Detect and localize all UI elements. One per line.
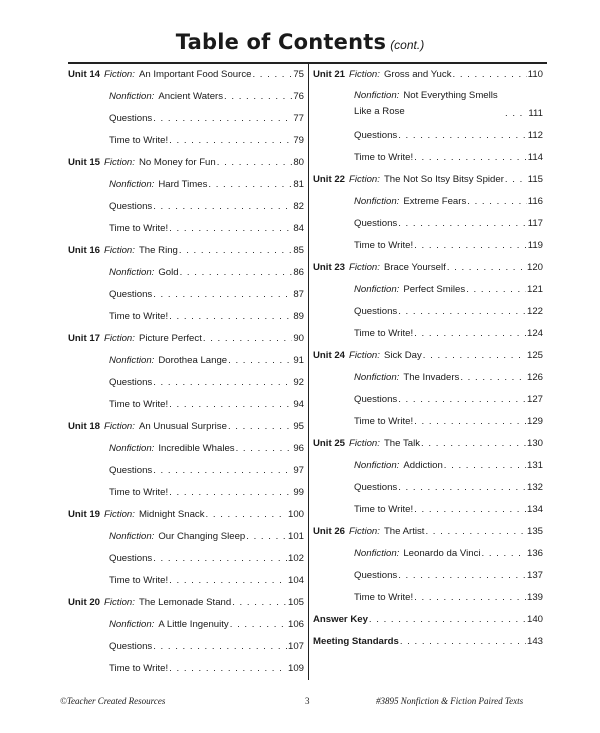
toc-unit-entry bbox=[313, 438, 543, 450]
dot-leader bbox=[228, 421, 292, 433]
dot-leader bbox=[398, 218, 527, 230]
page-number: 97 bbox=[293, 465, 304, 476]
unit-number: Unit 23 bbox=[313, 262, 345, 273]
entry-title: An Important Food Source bbox=[138, 69, 252, 80]
toc-unit-entry bbox=[313, 526, 543, 538]
entry-title: A Little Ingenuity bbox=[158, 619, 229, 630]
entry-title: Time to Write! bbox=[109, 575, 169, 586]
entry-title: Time to Write! bbox=[354, 240, 414, 251]
page-number: 119 bbox=[527, 240, 543, 251]
toc-sub-entry bbox=[68, 377, 304, 389]
dot-leader bbox=[236, 443, 293, 455]
genre-label: Nonfiction: bbox=[354, 372, 400, 383]
page-number: 136 bbox=[526, 548, 543, 559]
entry-title: Time to Write! bbox=[354, 592, 414, 603]
page-number: 84 bbox=[293, 223, 304, 234]
entry-title: Incredible Whales bbox=[158, 443, 235, 454]
toc-sub-entry bbox=[313, 394, 543, 406]
toc-sub-entry bbox=[313, 130, 543, 142]
dot-leader bbox=[505, 108, 527, 120]
dot-leader bbox=[453, 69, 527, 81]
dot-leader bbox=[369, 614, 526, 626]
toc-sub-entry bbox=[68, 465, 304, 477]
page-number: 81 bbox=[293, 179, 304, 190]
entry-title: Time to Write! bbox=[109, 487, 169, 498]
footer-publisher: ©Teacher Created Resources bbox=[60, 696, 166, 706]
unit-number: Unit 18 bbox=[68, 421, 100, 432]
entry-title: Questions bbox=[354, 218, 398, 229]
toc-sub-entry bbox=[313, 416, 543, 428]
genre-label: Fiction: bbox=[349, 526, 380, 537]
dot-leader bbox=[423, 350, 526, 362]
toc-sub-entry bbox=[68, 663, 304, 675]
entry-title: The Invaders bbox=[403, 372, 460, 383]
page-number: 124 bbox=[526, 328, 543, 339]
toc-column-left bbox=[68, 64, 304, 675]
page-number: 106 bbox=[287, 619, 304, 630]
entry-title: Questions bbox=[109, 113, 153, 124]
dot-leader bbox=[153, 641, 287, 653]
entry-title: Time to Write! bbox=[109, 399, 169, 410]
entry-title: Questions bbox=[354, 570, 398, 581]
entry-title: Sick Day bbox=[383, 350, 422, 361]
dot-leader bbox=[206, 509, 287, 521]
toc-unit-entry bbox=[68, 597, 304, 609]
dot-leader bbox=[466, 284, 526, 296]
page-number: 140 bbox=[526, 614, 543, 625]
toc-sub-entry bbox=[313, 570, 543, 582]
entry-title: Time to Write! bbox=[109, 223, 169, 234]
entry-title: Questions bbox=[354, 394, 398, 405]
dot-leader bbox=[169, 487, 292, 499]
page-title bbox=[0, 30, 600, 54]
genre-label: Nonfiction: bbox=[109, 443, 155, 454]
dot-leader bbox=[153, 113, 292, 125]
toc-unit-entry bbox=[313, 350, 543, 362]
genre-label: Fiction: bbox=[104, 421, 135, 432]
page-number: 77 bbox=[293, 113, 304, 124]
dot-leader bbox=[400, 636, 526, 648]
toc-sub-entry bbox=[313, 372, 543, 384]
unit-number: Unit 21 bbox=[313, 69, 345, 80]
toc-sub-entry bbox=[313, 196, 543, 208]
toc-section-entry bbox=[313, 636, 543, 648]
page-number: 75 bbox=[293, 69, 304, 80]
toc-sub-entry bbox=[313, 592, 543, 604]
entry-title: Questions bbox=[354, 482, 398, 493]
dot-leader bbox=[169, 135, 292, 147]
page-number: 76 bbox=[293, 91, 304, 102]
dot-leader bbox=[414, 592, 526, 604]
toc-sub-entry bbox=[68, 267, 304, 279]
genre-label: Fiction: bbox=[349, 69, 380, 80]
genre-label: Nonfiction: bbox=[109, 619, 155, 630]
page-number: 127 bbox=[526, 394, 543, 405]
entry-title: Questions bbox=[354, 306, 398, 317]
dot-leader bbox=[421, 438, 526, 450]
toc-sub-entry bbox=[68, 223, 304, 235]
unit-number: Unit 17 bbox=[68, 333, 100, 344]
entry-title: Questions bbox=[109, 289, 153, 300]
dot-leader bbox=[398, 130, 527, 142]
toc-sub-entry bbox=[68, 135, 304, 147]
dot-leader bbox=[414, 416, 526, 428]
page-number: 116 bbox=[527, 196, 543, 207]
genre-label: Fiction: bbox=[349, 438, 380, 449]
genre-label: Nonfiction: bbox=[109, 531, 155, 542]
genre-label: Nonfiction: bbox=[109, 179, 155, 190]
page-number: 92 bbox=[293, 377, 304, 388]
entry-title: An Unusual Surprise bbox=[138, 421, 227, 432]
toc-unit-entry bbox=[68, 333, 304, 345]
title-text: Table of Contents bbox=[175, 30, 387, 54]
dot-leader bbox=[153, 377, 292, 389]
dot-leader bbox=[398, 570, 526, 582]
toc-sub-entry bbox=[68, 355, 304, 367]
toc-section-entry bbox=[313, 614, 543, 626]
footer-product: #3895 Nonfiction & Fiction Paired Texts bbox=[376, 696, 524, 706]
entry-title: Gross and Yuck bbox=[383, 69, 452, 80]
dot-leader bbox=[505, 174, 527, 186]
page-number: 129 bbox=[526, 416, 543, 427]
page-number: 125 bbox=[526, 350, 543, 361]
entry-title: Answer Key bbox=[313, 614, 368, 625]
unit-number: Unit 20 bbox=[68, 597, 100, 608]
page-number: 91 bbox=[293, 355, 304, 366]
dot-leader bbox=[246, 531, 287, 543]
toc-unit-entry bbox=[68, 245, 304, 257]
toc-sub-entry bbox=[313, 218, 543, 230]
entry-title: Time to Write! bbox=[109, 311, 169, 322]
entry-title: The Lemonade Stand bbox=[138, 597, 232, 608]
page-number: 86 bbox=[293, 267, 304, 278]
page-number: 100 bbox=[287, 509, 304, 520]
page-number: 85 bbox=[293, 245, 304, 256]
page-number: 105 bbox=[287, 597, 304, 608]
page-number: 139 bbox=[526, 592, 543, 603]
dot-leader bbox=[414, 240, 527, 252]
toc-sub-entry bbox=[68, 487, 304, 499]
page-number: 95 bbox=[293, 421, 304, 432]
entry-title: Not Everything Smells Like a Rose bbox=[354, 90, 498, 117]
dot-leader bbox=[467, 196, 526, 208]
toc-unit-entry bbox=[68, 157, 304, 169]
toc-sub-entry bbox=[313, 306, 543, 318]
entry-title: Questions bbox=[109, 553, 153, 564]
entry-title: Picture Perfect bbox=[138, 333, 202, 344]
genre-label: Nonfiction: bbox=[354, 196, 400, 207]
toc-sub-entry bbox=[68, 553, 304, 565]
entry-title: Questions bbox=[109, 465, 153, 476]
page-number: 114 bbox=[527, 152, 543, 163]
entry-title: No Money for Fun bbox=[138, 157, 216, 168]
genre-label: Fiction: bbox=[349, 262, 380, 273]
genre-label: Fiction: bbox=[349, 174, 380, 185]
entry-title: Time to Write! bbox=[354, 504, 414, 515]
page-number: 94 bbox=[293, 399, 304, 410]
dot-leader bbox=[179, 245, 292, 257]
genre-label: Nonfiction: bbox=[354, 548, 400, 559]
dot-leader bbox=[208, 179, 292, 191]
genre-label: Fiction: bbox=[104, 333, 135, 344]
entry-title: Our Changing Sleep bbox=[158, 531, 246, 542]
page-footer bbox=[0, 696, 600, 708]
page-number: 87 bbox=[293, 289, 304, 300]
entry-title: Dorothea Lange bbox=[158, 355, 228, 366]
page-number: 135 bbox=[526, 526, 543, 537]
entry-title: Midnight Snack bbox=[138, 509, 205, 520]
toc-sub-entry bbox=[68, 289, 304, 301]
dot-leader bbox=[414, 504, 526, 516]
unit-number: Unit 15 bbox=[68, 157, 100, 168]
toc-sub-entry bbox=[68, 641, 304, 653]
toc-unit-entry bbox=[313, 262, 543, 274]
page-number: 117 bbox=[527, 218, 543, 229]
dot-leader bbox=[398, 394, 526, 406]
entry-title: The Not So Itsy Bitsy Spider bbox=[383, 174, 504, 185]
dot-leader bbox=[414, 152, 527, 164]
dot-leader bbox=[398, 482, 526, 494]
dot-leader bbox=[153, 553, 287, 565]
genre-label: Nonfiction: bbox=[109, 91, 155, 102]
page-number: 79 bbox=[293, 135, 304, 146]
genre-label: Fiction: bbox=[104, 245, 135, 256]
unit-number: Unit 19 bbox=[68, 509, 100, 520]
dot-leader bbox=[444, 460, 526, 472]
toc-sub-entry bbox=[313, 504, 543, 516]
genre-label: Fiction: bbox=[104, 157, 135, 168]
toc-unit-entry bbox=[313, 69, 543, 81]
dot-leader bbox=[169, 223, 292, 235]
entry-title: Perfect Smiles bbox=[403, 284, 466, 295]
dot-leader bbox=[169, 663, 287, 675]
page-number: 104 bbox=[287, 575, 304, 586]
page-number: 130 bbox=[526, 438, 543, 449]
entry-title: The Ring bbox=[138, 245, 178, 256]
unit-number: Unit 26 bbox=[313, 526, 345, 537]
unit-number: Unit 22 bbox=[313, 174, 345, 185]
genre-label: Nonfiction: bbox=[109, 267, 155, 278]
page-number: 90 bbox=[293, 333, 304, 344]
toc-sub-entry bbox=[313, 88, 543, 120]
entry-title: Hard Times bbox=[158, 179, 208, 190]
dot-leader bbox=[203, 333, 292, 345]
page-number: 111 bbox=[528, 108, 543, 119]
toc-sub-entry bbox=[313, 240, 543, 252]
toc-sub-entry bbox=[313, 548, 543, 560]
page-number: 115 bbox=[527, 174, 543, 185]
genre-label: Fiction: bbox=[349, 350, 380, 361]
entry-label-block bbox=[354, 88, 504, 120]
entry-title: Time to Write! bbox=[109, 135, 169, 146]
toc-unit-entry bbox=[68, 69, 304, 81]
toc-sub-entry bbox=[68, 399, 304, 411]
page-number: 143 bbox=[526, 636, 543, 647]
page-number: 122 bbox=[526, 306, 543, 317]
genre-label: Nonfiction: bbox=[354, 460, 400, 471]
footer-page-number: 3 bbox=[305, 696, 310, 706]
page-number: 96 bbox=[293, 443, 304, 454]
genre-label: Nonfiction: bbox=[109, 355, 155, 366]
toc-sub-entry bbox=[68, 113, 304, 125]
toc-sub-entry bbox=[68, 619, 304, 631]
toc-sub-entry bbox=[313, 328, 543, 340]
entry-title: Time to Write! bbox=[354, 328, 414, 339]
dot-leader bbox=[228, 355, 292, 367]
page-number: 126 bbox=[526, 372, 543, 383]
toc-unit-entry bbox=[313, 174, 543, 186]
genre-label: Nonfiction: bbox=[354, 90, 400, 101]
page-number: 121 bbox=[526, 284, 543, 295]
genre-label: Fiction: bbox=[104, 597, 135, 608]
dot-leader bbox=[153, 201, 292, 213]
dot-leader bbox=[398, 306, 526, 318]
entry-title: Questions bbox=[109, 201, 153, 212]
entry-title: Ancient Waters bbox=[158, 91, 224, 102]
toc-sub-entry bbox=[313, 460, 543, 472]
dot-leader bbox=[460, 372, 526, 384]
page-number: 131 bbox=[526, 460, 543, 471]
dot-leader bbox=[169, 399, 292, 411]
dot-leader bbox=[169, 575, 287, 587]
entry-title: The Talk bbox=[383, 438, 421, 449]
dot-leader bbox=[217, 157, 293, 169]
page-number: 99 bbox=[293, 487, 304, 498]
entry-title: Gold bbox=[158, 267, 179, 278]
dot-leader bbox=[414, 328, 526, 340]
dot-leader bbox=[153, 289, 292, 301]
page-number: 112 bbox=[527, 130, 543, 141]
page-number: 102 bbox=[287, 553, 304, 564]
entry-title: Time to Write! bbox=[354, 152, 414, 163]
entry-title: Time to Write! bbox=[109, 663, 169, 674]
toc-sub-entry bbox=[68, 91, 304, 103]
page-number: 82 bbox=[293, 201, 304, 212]
page-number: 101 bbox=[287, 531, 304, 542]
dot-leader bbox=[224, 91, 292, 103]
page-number: 89 bbox=[293, 311, 304, 322]
dot-leader bbox=[482, 548, 526, 560]
entry-title: Questions bbox=[354, 130, 398, 141]
toc-sub-entry bbox=[313, 152, 543, 164]
dot-leader bbox=[232, 597, 287, 609]
genre-label: Nonfiction: bbox=[354, 284, 400, 295]
entry-title: Leonardo da Vinci bbox=[403, 548, 481, 559]
entry-title: The Artist bbox=[383, 526, 425, 537]
toc-sub-entry bbox=[68, 575, 304, 587]
genre-label: Fiction: bbox=[104, 69, 135, 80]
entry-title: Addiction bbox=[403, 460, 443, 471]
page-number: 110 bbox=[527, 69, 543, 80]
entry-title: Brace Yourself bbox=[383, 262, 446, 273]
entry-title: Extreme Fears bbox=[403, 196, 467, 207]
page-number: 132 bbox=[526, 482, 543, 493]
unit-number: Unit 24 bbox=[313, 350, 345, 361]
page-number: 107 bbox=[287, 641, 304, 652]
page-number: 134 bbox=[526, 504, 543, 515]
toc-sub-entry bbox=[68, 311, 304, 323]
unit-number: Unit 25 bbox=[313, 438, 345, 449]
page-number: 137 bbox=[526, 570, 543, 581]
dot-leader bbox=[180, 267, 293, 279]
toc-column-right bbox=[313, 64, 543, 648]
toc-sub-entry bbox=[313, 284, 543, 296]
toc-unit-entry bbox=[68, 421, 304, 433]
entry-title: Questions bbox=[109, 377, 153, 388]
toc-sub-entry bbox=[68, 179, 304, 191]
toc-sub-entry bbox=[68, 531, 304, 543]
entry-title: Time to Write! bbox=[354, 416, 414, 427]
toc-unit-entry bbox=[68, 509, 304, 521]
title-cont: (cont.) bbox=[390, 38, 425, 52]
dot-leader bbox=[169, 311, 292, 323]
genre-label: Fiction: bbox=[104, 509, 135, 520]
dot-leader bbox=[425, 526, 526, 538]
dot-leader bbox=[230, 619, 287, 631]
dot-leader bbox=[252, 69, 292, 81]
toc-sub-entry bbox=[68, 201, 304, 213]
toc-sub-entry bbox=[68, 443, 304, 455]
page-number: 120 bbox=[526, 262, 543, 273]
unit-number: Unit 14 bbox=[68, 69, 100, 80]
entry-title: Questions bbox=[109, 641, 153, 652]
column-divider bbox=[308, 64, 309, 680]
page-number: 109 bbox=[287, 663, 304, 674]
dot-leader bbox=[153, 465, 292, 477]
toc-sub-entry bbox=[313, 482, 543, 494]
entry-title: Meeting Standards bbox=[313, 636, 399, 647]
dot-leader bbox=[447, 262, 526, 274]
unit-number: Unit 16 bbox=[68, 245, 100, 256]
page-number: 80 bbox=[293, 157, 304, 168]
